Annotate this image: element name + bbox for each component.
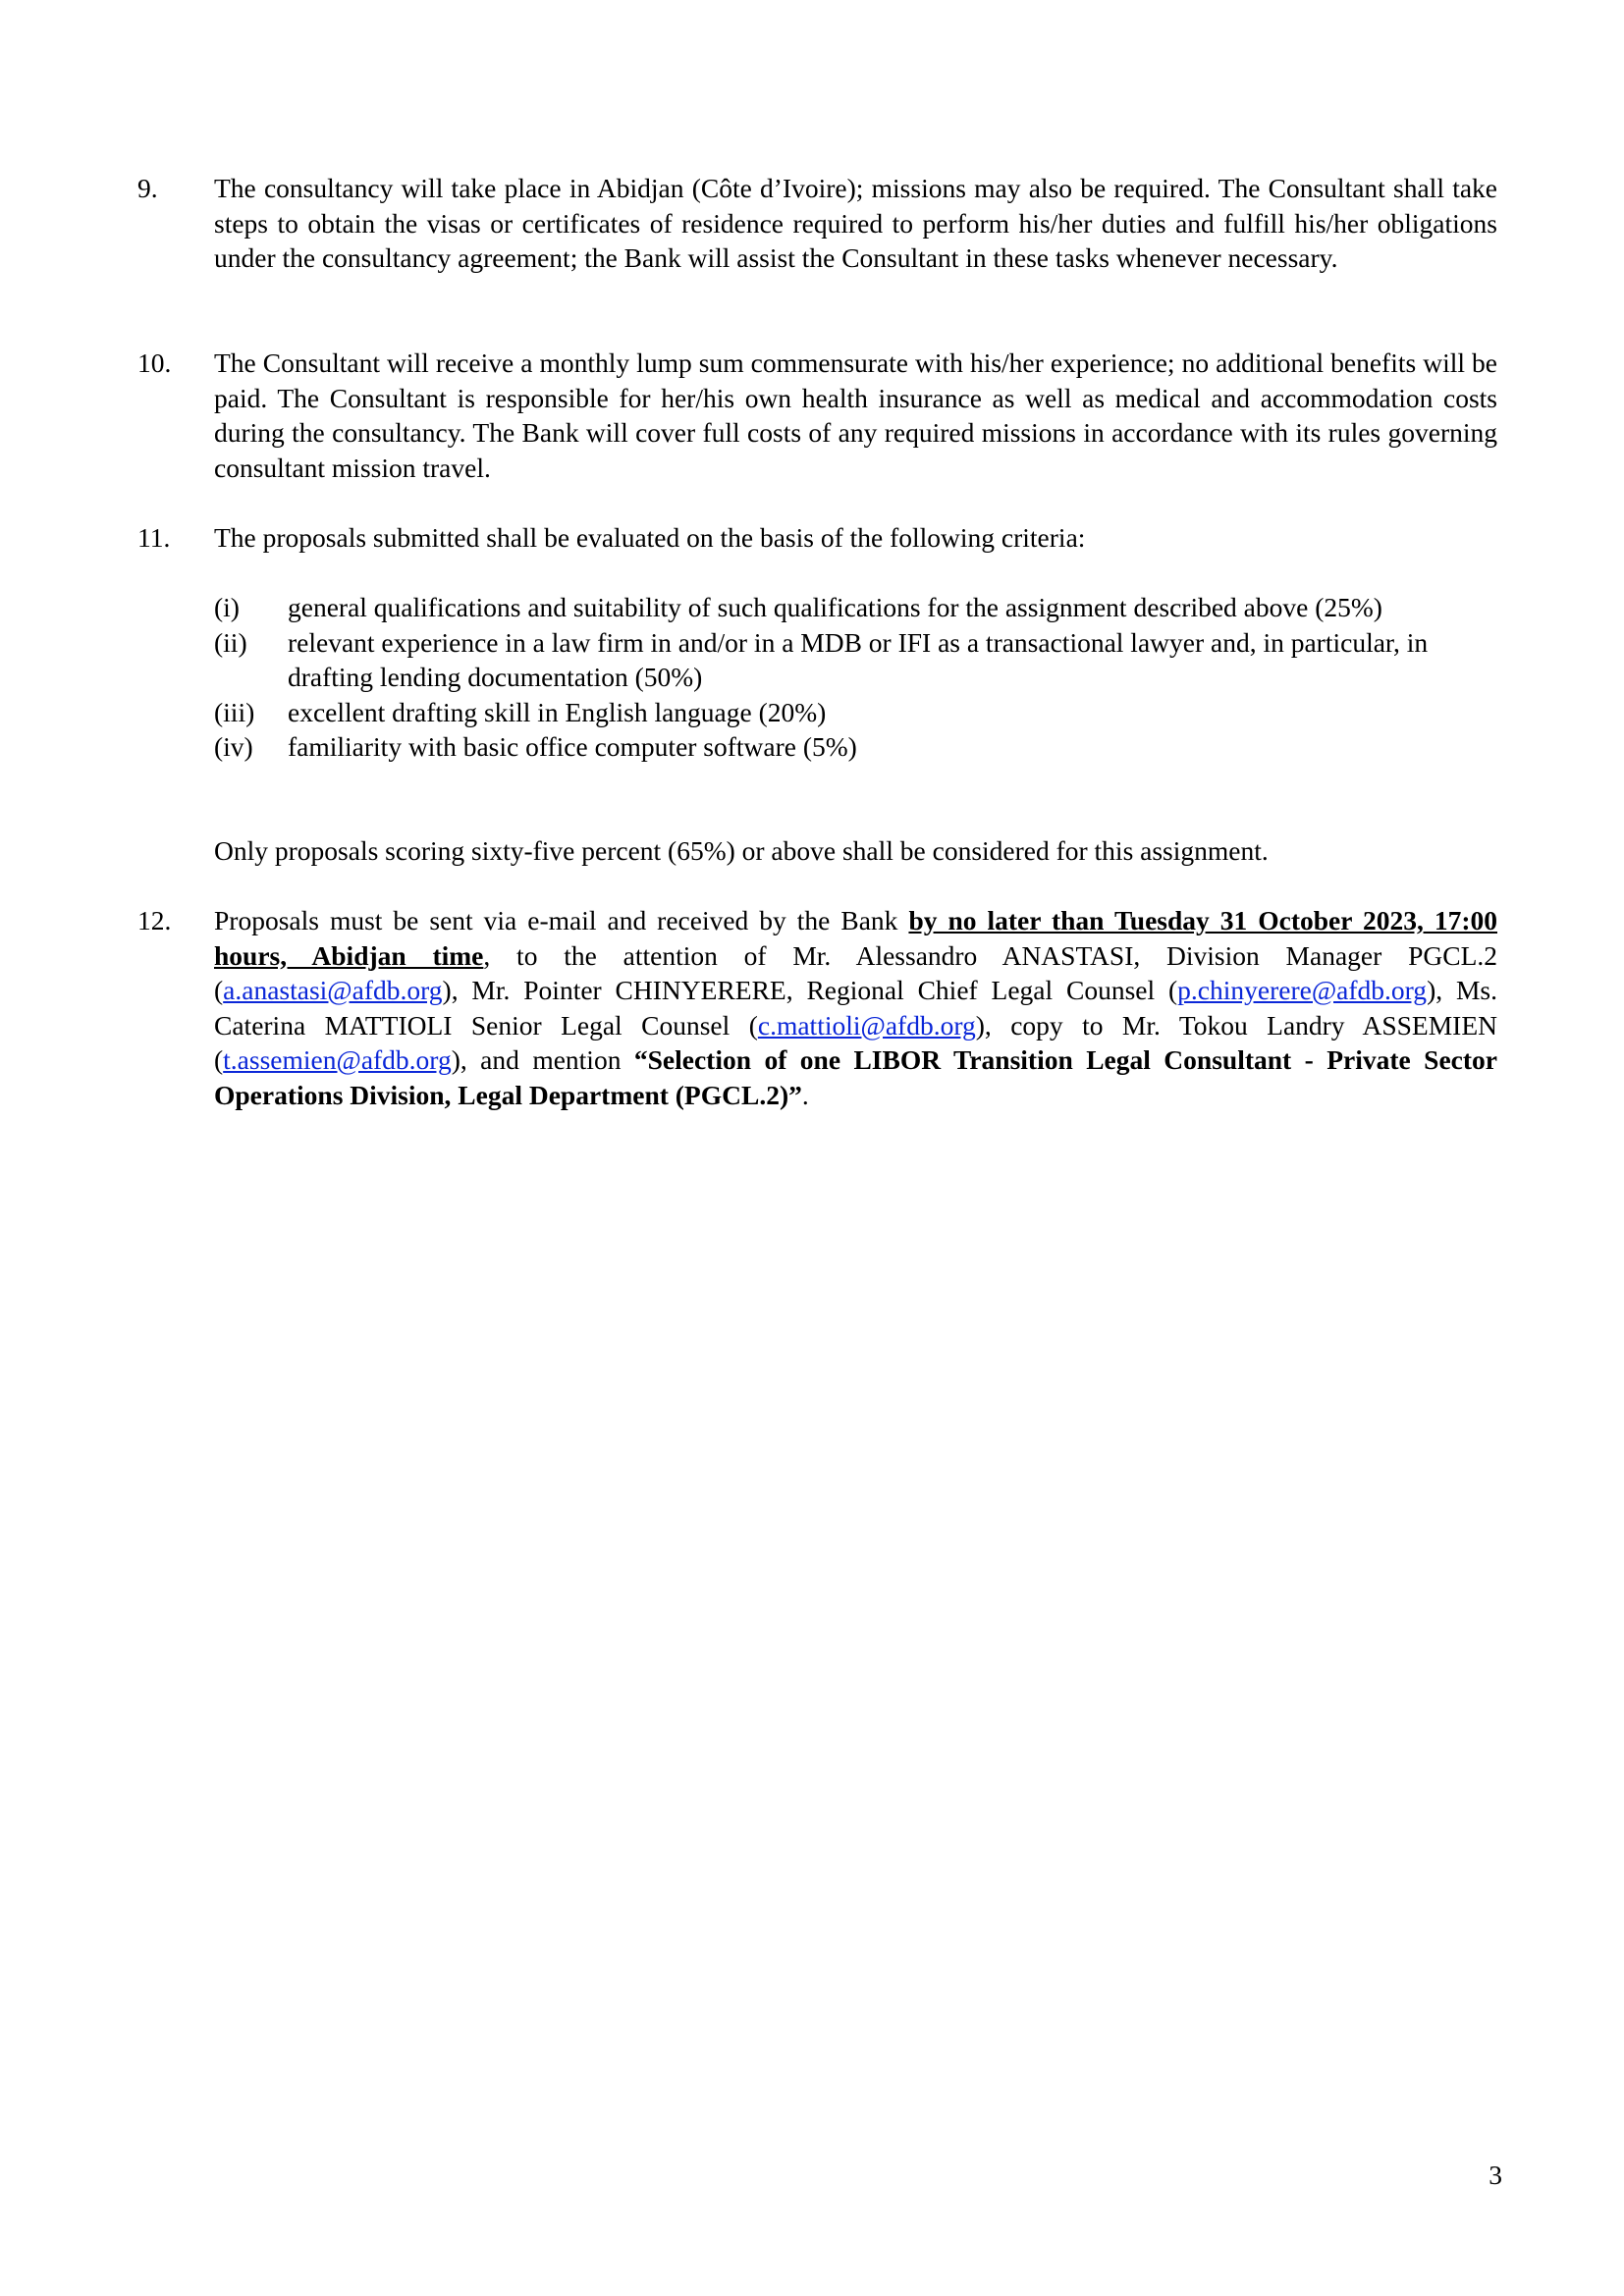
paragraph-number: 11.	[137, 522, 171, 553]
criterion-text: relevant experience in a law firm in and/or in a MDB or IFI as a transactional lawyer and, in particular, in drafting lending documentation (50%)	[288, 626, 1429, 692]
paragraph-11	[137, 520, 1497, 556]
criterion-number: (iii)	[214, 696, 255, 727]
text-segment: ), Ms. Caterina MATTIOLI Senior Legal Counsel (	[214, 975, 1497, 1041]
paragraph-text	[214, 903, 1497, 1112]
text-segment: Proposals must be sent via e-mail and received by the Bank	[214, 905, 909, 935]
paragraph-12	[137, 903, 1497, 1112]
criterion-item	[214, 625, 1497, 695]
deadline-text: by no later than Tuesday 31 October 2023, 17:00 hours, Abidjan time	[214, 905, 1497, 971]
criteria-list	[214, 590, 1497, 765]
criterion-number: (iv)	[214, 731, 253, 762]
criterion-text: familiarity with basic office computer software (5%)	[288, 731, 857, 762]
email-link-mattioli[interactable]: c.mattioli@afdb.org	[757, 1009, 976, 1041]
criterion-item	[214, 590, 1497, 625]
page-number: 3	[1489, 2160, 1502, 2190]
paragraph-number: 10.	[137, 347, 172, 378]
paragraph-10	[137, 346, 1497, 485]
threshold-note	[214, 833, 1497, 869]
text-segment: .	[801, 1079, 809, 1110]
criterion-number: (i)	[214, 592, 240, 622]
email-link-anastasi[interactable]: a.anastasi@afdb.org	[223, 975, 443, 1005]
paragraph-number: 9.	[137, 173, 158, 203]
subject-line: “Selection of one LIBOR Transition Legal Consultant - Private Sector Operations Division, Legal Department (PGCL.2)”	[214, 1044, 1497, 1110]
text-segment: ), and mention	[451, 1044, 634, 1075]
criterion-text: general qualifications and suitability of such qualifications for the assignment described above (25%)	[288, 592, 1382, 622]
paragraph-intro: The proposals submitted shall be evaluated on the basis of the following criteria:	[214, 522, 1086, 553]
criterion-item	[214, 695, 1497, 730]
criterion-text: excellent drafting skill in English language (20%)	[288, 696, 827, 727]
paragraph-text: The consultancy will take place in Abidjan (Côte d’Ivoire); missions may also be required. The Consultant shall take steps to obtain the visas or certificates of residence required to perform his/her duties and fulfill his/her obligations under the consultancy agreement; the Bank will assist the Consultant in these tasks whenever necessary.	[214, 173, 1497, 273]
criterion-item	[214, 729, 1497, 765]
email-link-chinyerere[interactable]: p.chinyerere@afdb.org	[1177, 975, 1428, 1005]
criterion-number: (ii)	[214, 626, 247, 658]
paragraph-number: 12.	[137, 905, 172, 935]
paragraph-text: The Consultant will receive a monthly lump sum commensurate with his/her experience; no additional benefits will be paid. The Consultant is responsible for her/his own health insurance as well as medical and accommodation costs during the consultancy. The Bank will cover full costs of any required missions in accordance with its rules governing consultant mission travel.	[214, 347, 1497, 483]
email-link-assemien[interactable]: t.assemien@afdb.org	[223, 1044, 452, 1075]
threshold-text: Only proposals scoring sixty-five percent (65%) or above shall be considered for this assignment.	[214, 835, 1269, 866]
paragraph-9	[137, 171, 1497, 276]
text-segment: ), copy to Mr. Tokou Landry ASSEMIEN (	[214, 1009, 1497, 1075]
text-segment: ), Mr. Pointer CHINYERERE, Regional Chief Legal Counsel (	[442, 975, 1178, 1005]
text-segment: , to the attention of Mr. Alessandro ANASTASI, Division Manager PGCL.2 (	[214, 939, 1497, 1005]
